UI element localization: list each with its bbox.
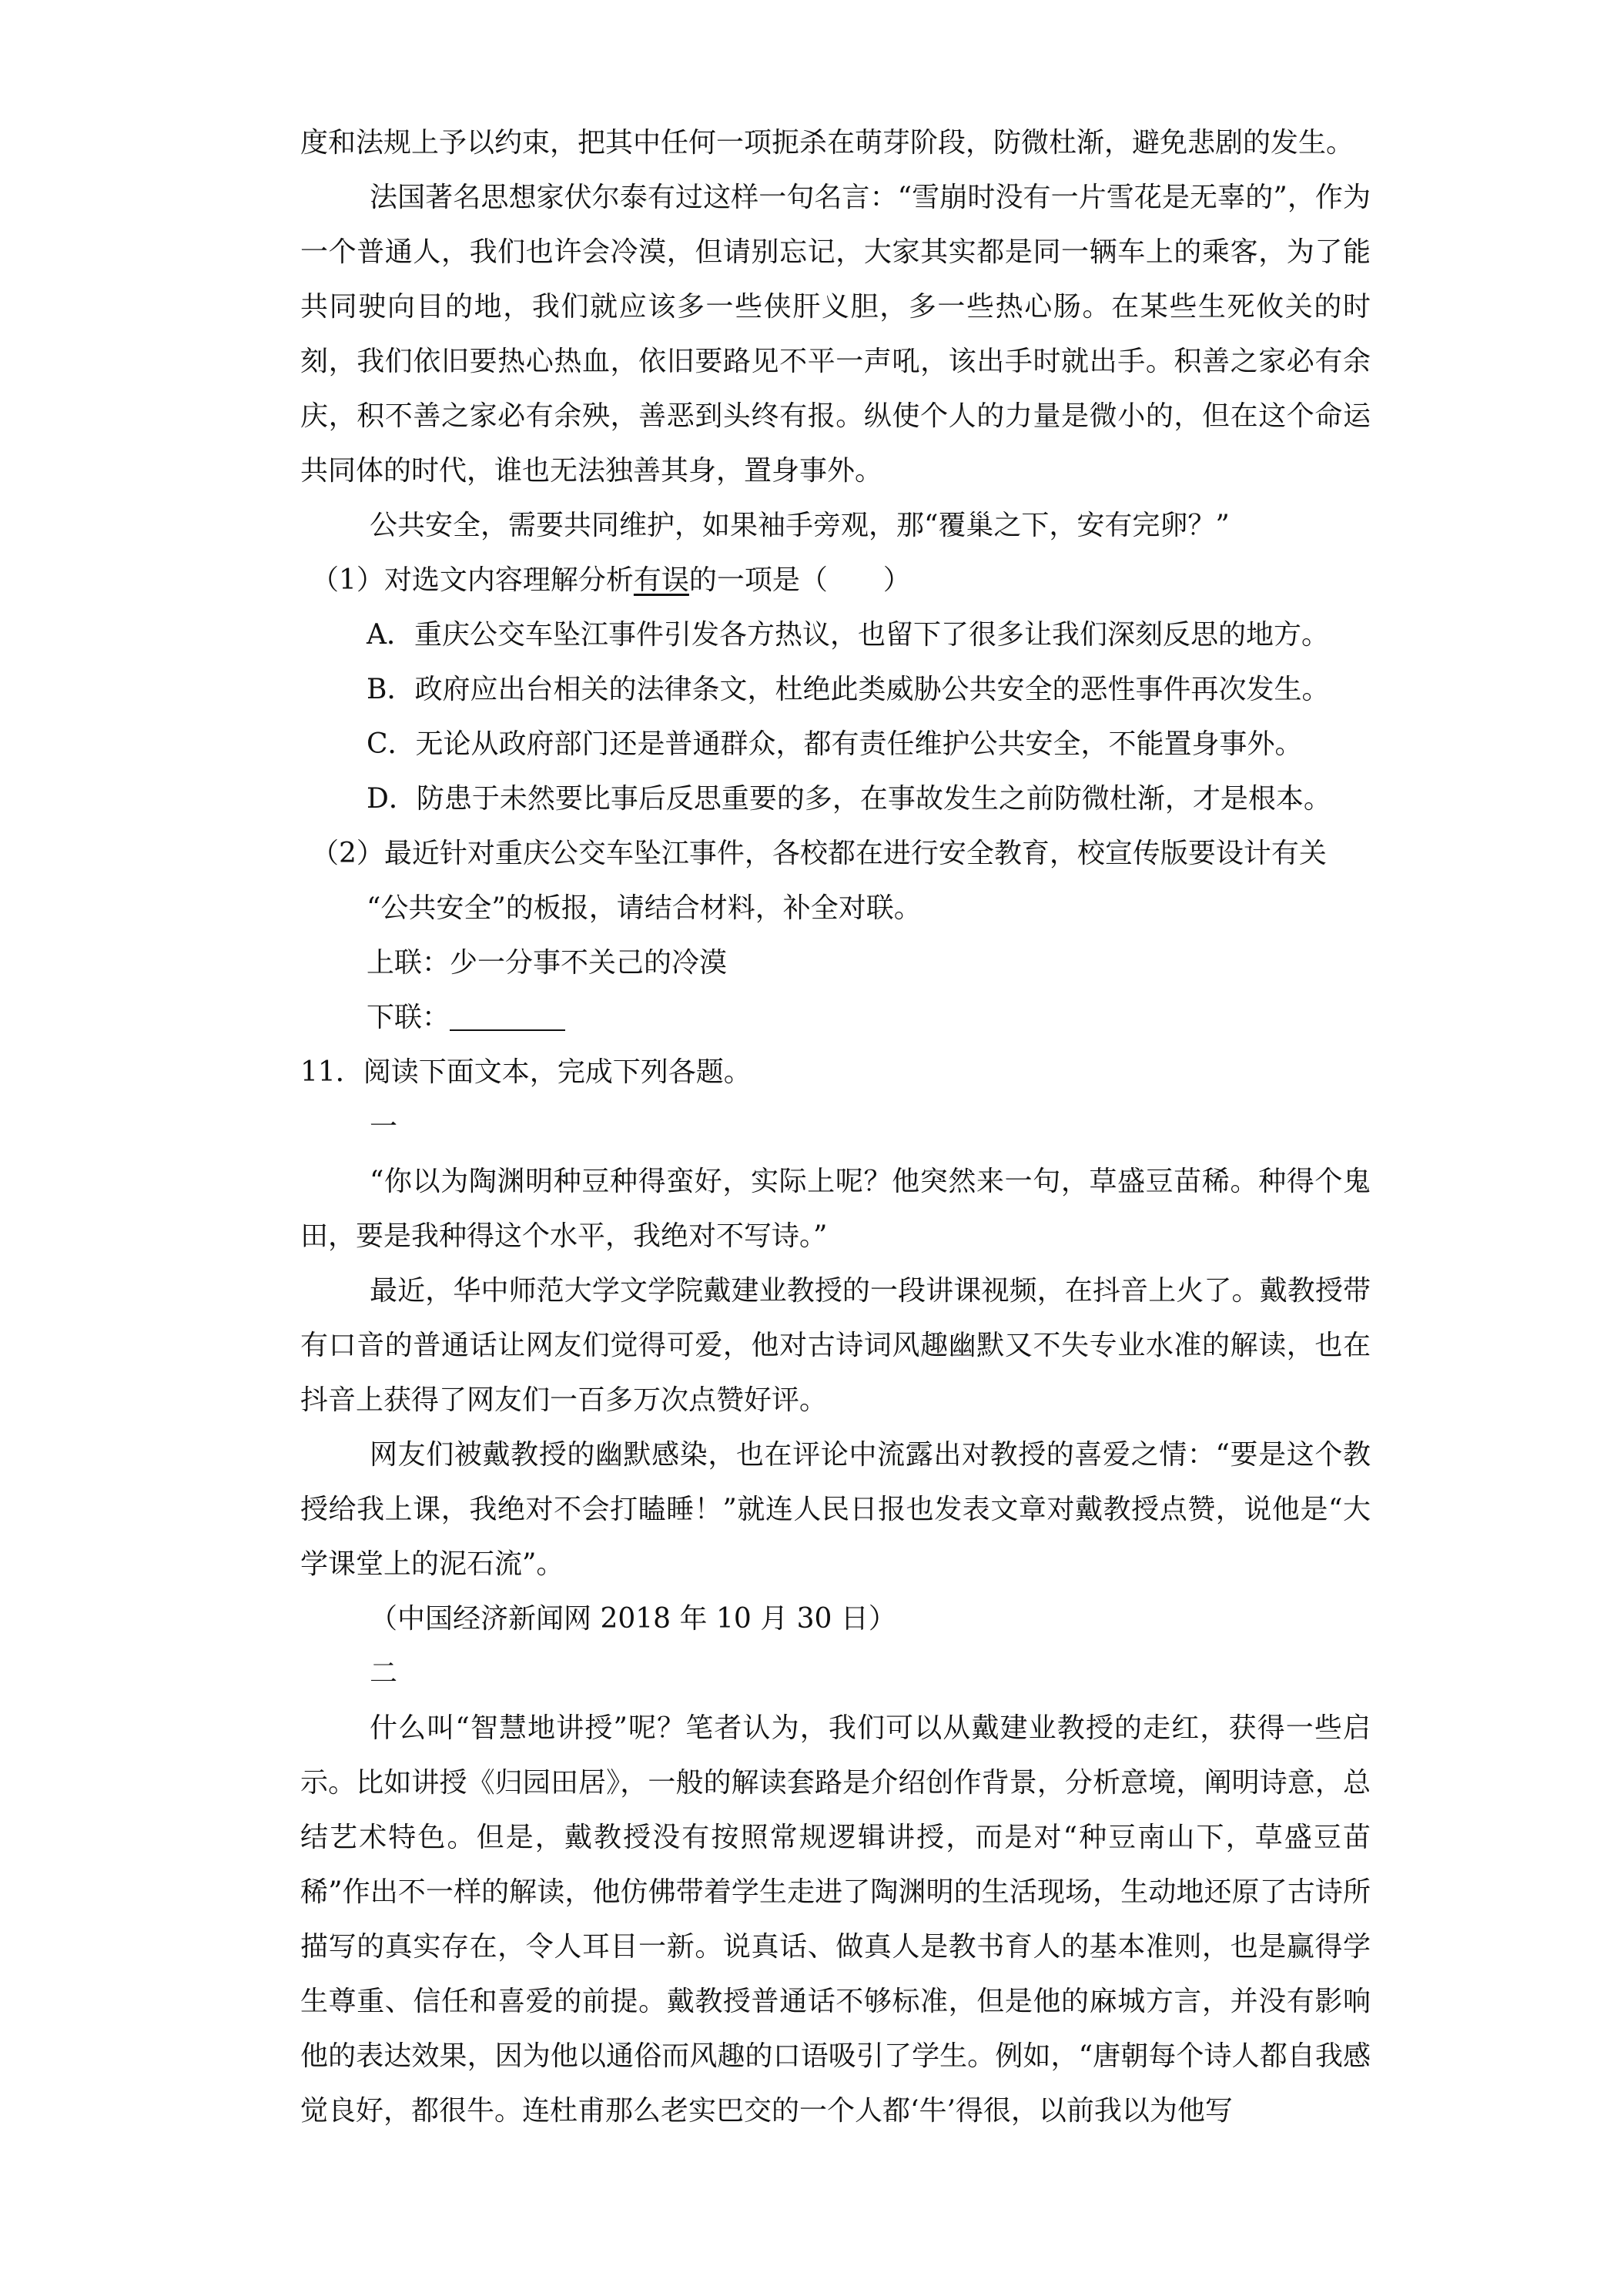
document-page <box>300 115 1371 2138</box>
answer-blank[interactable] <box>450 1002 565 1031</box>
question-1 <box>311 553 1371 607</box>
section-2-paragraph: 什么叫“智慧地讲授”呢？笔者认为，我们可以从戴建业教授的走红，获得一些启示。比如讲授《归园田居》，一般的解读套路是介绍创作背景，分析意境，阐明诗意，总结艺术特色。但是，戴教授没有按照常规逻辑讲授，而是对“种豆南山下，草盛豆苗稀”作出不一样的解读，他仿佛带着学生走进了陶渊明的生活现场，生动地还原了古诗所描写的真实存在，令人耳目一新。说真话、做真人是教书育人的基本准则，也是赢得学生尊重、信任和喜爱的前提。戴教授普通话不够标准，但是他的麻城方言，并没有影响他的表达效果，因为他以通俗而风趣的口语吸引了学生。例如，“唐朝每个诗人都自我感觉良好，都很牛。连杜甫那么老实巴交的一个人都‘牛’得很，以前我以为他写 <box>300 1712 1371 2127</box>
passage-line: 度和法规上予以约束，把其中任何一项扼杀在萌芽阶段，防微杜渐，避免悲剧的发生。 <box>300 127 1354 159</box>
question-2-continued: “公共安全”的板报，请结合材料，补全对联。 <box>367 892 922 924</box>
question-11-title: 11．阅读下面文本，完成下列各题。 <box>300 1056 752 1088</box>
couplet-upper: 上联：少一分事不关己的冷漠 <box>367 947 728 979</box>
option-d: D．防患于未然要比事后反思重要的多，在事故发生之前防微杜渐，才是根本。 <box>367 783 1331 815</box>
passage-paragraph: 法国著名思想家伏尔泰有过这样一句名言：“雪崩时没有一片雪花是无辜的”，作为一个普通人，我们也许会冷漠，但请别忘记，大家其实都是同一辆车上的乘客，为了能共同驶向目的地，我们就应该多一些侠肝义胆，多一些热心肠。在某些生死攸关的时刻，我们依旧要热心热血，依旧要路见不平一声吼，该出手时就出手。积善之家必有余庆，积不善之家必有余殃，善恶到头终有报。纵使个人的力量是微小的，但在这个命运共同体的时代，谁也无法独善其身，置身事外。 <box>300 182 1371 487</box>
couplet-lower-label: 下联： <box>367 1002 450 1033</box>
section-1-paragraph: 网友们被戴教授的幽默感染，也在评论中流露出对教授的喜爱之情：“要是这个教授给我上课，我绝对不会打瞌睡！”就连人民日报也发表文章对戴教授点赞，说他是“大学课堂上的泥石流”。 <box>300 1439 1371 1580</box>
option-a: A．重庆公交车坠江事件引发各方热议，也留下了很多让我们深刻反思的地方。 <box>367 619 1329 651</box>
option-c: C．无论从政府部门还是普通群众，都有责任维护公共安全，不能置身事外。 <box>367 728 1303 760</box>
question-1-prefix: （1）对选文内容理解分析 <box>311 564 634 596</box>
question-1-suffix: 的一项是（ ） <box>688 564 911 596</box>
section-2-label: 二 <box>370 1658 398 1689</box>
couplet-lower <box>367 990 1371 1045</box>
section-1-label: 一 <box>370 1111 398 1143</box>
source-citation: （中国经济新闻网 2018 年 10 月 30 日） <box>370 1603 896 1635</box>
question-1-underlined: 有误 <box>633 564 689 596</box>
section-1-paragraph: “你以为陶渊明种豆种得蛮好，实际上呢？他突然来一句，草盛豆苗稀。种得个鬼田，要是我种得这个水平，我绝对不写诗。” <box>300 1166 1371 1252</box>
passage-paragraph: 公共安全，需要共同维护，如果袖手旁观，那“覆巢之下，安有完卵？” <box>370 510 1230 541</box>
question-2: （2）最近针对重庆公交车坠江事件，各校都在进行安全教育，校宣传版要设计有关 <box>311 838 1327 869</box>
option-b: B．政府应出台相关的法律条文，杜绝此类威胁公共安全的恶性事件再次发生。 <box>367 674 1330 705</box>
section-1-paragraph: 最近，华中师范大学文学院戴建业教授的一段讲课视频，在抖音上火了。戴教授带有口音的普通话让网友们觉得可爱，他对古诗词风趣幽默又不失专业水准的解读，也在抖音上获得了网友们一百多万次点赞好评。 <box>300 1275 1371 1416</box>
